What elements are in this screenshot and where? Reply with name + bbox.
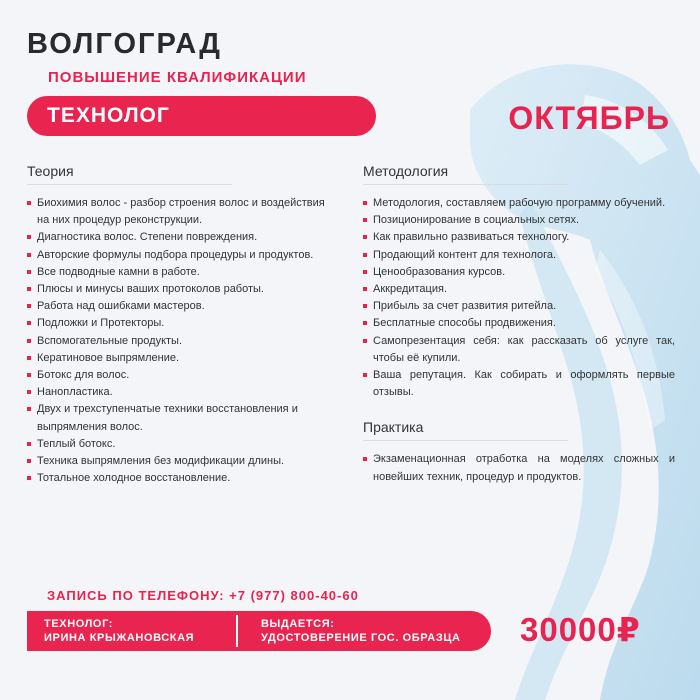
info-bar: [27, 611, 491, 651]
course-month: ОКТЯБРЬ: [508, 100, 670, 136]
list-item: Кератиновое выпрямление.: [27, 350, 332, 367]
list-item: Методология, составляем рабочую программу обучений.: [363, 195, 675, 212]
list-item: Теплый ботокс.: [27, 436, 332, 453]
course-name: ТЕХНОЛОГ: [47, 104, 170, 127]
list-item: Биохимия волос - разбор строения волос и воздействия на них процедур реконструкции.: [27, 195, 332, 229]
list-item: Аккредитация.: [363, 281, 675, 298]
certificate-block: [261, 617, 461, 645]
trainer-block: [44, 617, 194, 645]
methodology-list: [363, 195, 675, 401]
list-item: Диагностика волос. Степени повреждения.: [27, 229, 332, 246]
trainer-label: ТЕХНОЛОГ:: [44, 618, 114, 630]
list-item: Техника выпрямления без модификации длины.: [27, 453, 332, 470]
list-item: Вспомогательные продукты.: [27, 333, 332, 350]
list-item: Авторские формулы подбора процедуры и продуктов.: [27, 247, 332, 264]
course-subtitle: ПОВЫШЕНИЕ КВАЛИФИКАЦИИ: [48, 69, 307, 86]
list-item: Прибыль за счет развития ритейла.: [363, 298, 675, 315]
list-item: Самопрезентация себя: как рассказать об услуге так, чтобы её купили.: [363, 333, 675, 367]
list-item: Ваша репутация. Как собирать и оформлять первые отзывы.: [363, 367, 675, 401]
phone-line: ЗАПИСЬ ПО ТЕЛЕФОНУ: +7 (977) 800-40-60: [47, 588, 359, 603]
list-item: Продающий контент для технолога.: [363, 247, 675, 264]
course-price: 30000₽: [520, 611, 641, 648]
list-item: Бесплатные способы продвижения.: [363, 315, 675, 332]
issued-value: УДОСТОВЕРЕНИЕ ГОС. ОБРАЗЦА: [261, 632, 461, 644]
practice-list: [363, 451, 675, 485]
list-item: Тотальное холодное восстановление.: [27, 470, 332, 487]
theory-list: [27, 195, 332, 487]
list-item: Экзаменационная отработка на моделях сложных и новейших техник, процедур и продуктов.: [363, 451, 675, 485]
list-item: Подложки и Протекторы.: [27, 315, 332, 332]
list-item: Позиционирование в социальных сетях.: [363, 212, 675, 229]
list-item: Как правильно развиваться технологу.: [363, 229, 675, 246]
course-name-banner: [27, 96, 376, 136]
list-item: Плюсы и минусы ваших протоколов работы.: [27, 281, 332, 298]
issued-label: ВЫДАЕТСЯ:: [261, 618, 335, 630]
methodology-title: Методология: [363, 163, 568, 185]
list-item: Ботокс для волос.: [27, 367, 332, 384]
list-item: Все подводные камни в работе.: [27, 264, 332, 281]
list-item: Ценообразования курсов.: [363, 264, 675, 281]
bar-divider: [236, 615, 238, 647]
list-item: Нанопластика.: [27, 384, 332, 401]
trainer-name: ИРИНА КРЫЖАНОВСКАЯ: [44, 632, 195, 644]
theory-title: Теория: [27, 163, 232, 185]
theory-section: [27, 163, 332, 487]
list-item: Двух и трехступенчатые техники восстановления и выпрямления волос.: [27, 401, 332, 435]
methodology-section: [363, 163, 675, 486]
list-item: Работа над ошибками мастеров.: [27, 298, 332, 315]
city-title: ВОЛГОГРАД: [27, 28, 222, 60]
practice-title: Практика: [363, 419, 568, 441]
